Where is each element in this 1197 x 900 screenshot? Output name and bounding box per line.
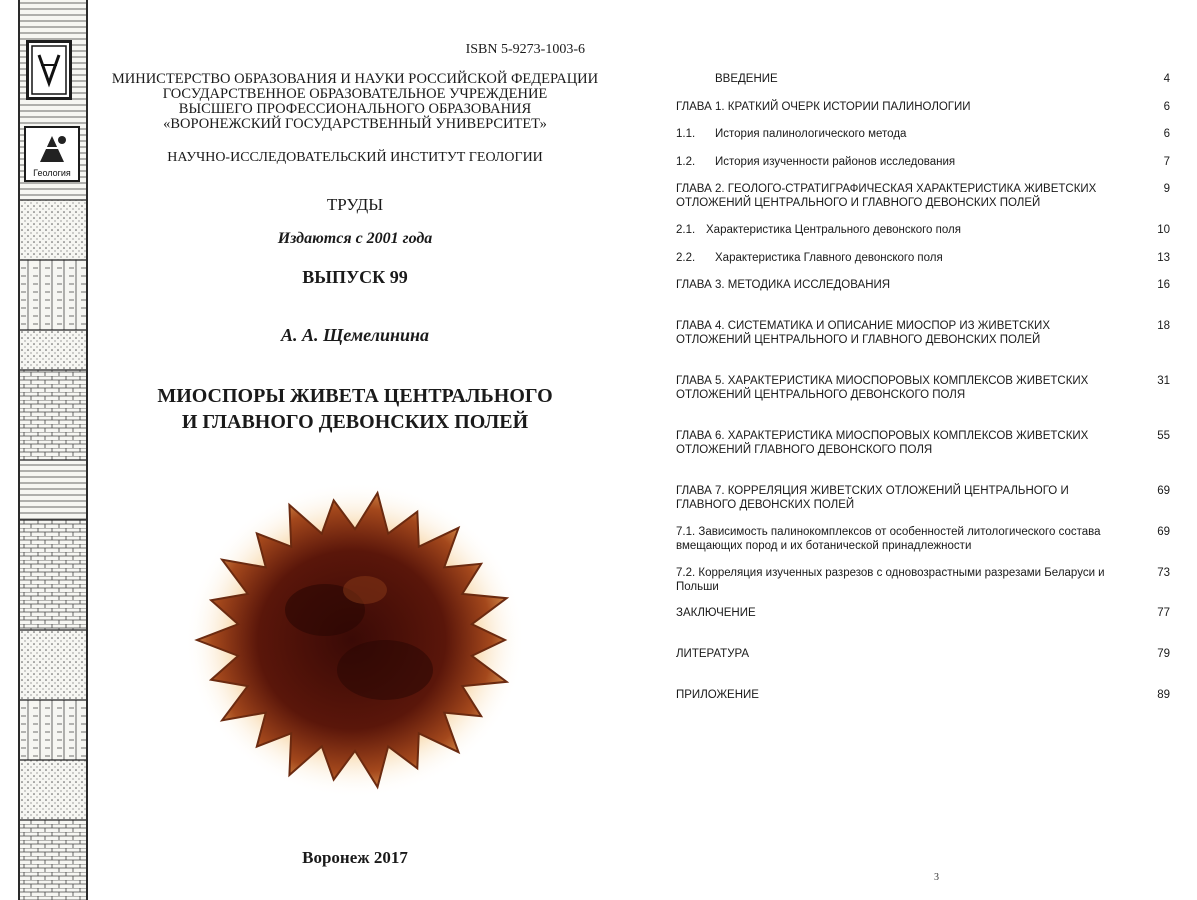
book-title (95, 383, 615, 435)
toc-title: ГЛАВА 6. ХАРАКТЕРИСТИКА МИОСПОРОВЫХ КОМПЛЕКСОВ ЖИВЕТСКИХ ОТЛОЖЕНИЙ ГЛАВНОГО ДЕВОНСКОГО ПОЛЯ (676, 430, 1089, 456)
toc-title: ГЛАВА 5. ХАРАКТЕРИСТИКА МИОСПОРОВЫХ КОМПЛЕКСОВ ЖИВЕТСКИХ ОТЛОЖЕНИЙ ЦЕНТРАЛЬНОГО ДЕВОНСКОГО ПОЛЯ (676, 375, 1089, 401)
geology-faculty-logo (24, 126, 80, 182)
toc-page: 79 (1157, 648, 1170, 660)
geology-logo-caption: Геология (33, 168, 71, 178)
toc-entry[interactable] (676, 100, 1170, 114)
toc-page: 16 (1157, 279, 1170, 291)
toc-entry[interactable] (676, 72, 1170, 86)
toc-entry[interactable] (676, 688, 1170, 702)
toc-title: ПРИЛОЖЕНИЕ (676, 689, 759, 701)
toc-title: 1.1. История палинологического метода (676, 128, 907, 140)
toc-page: 7 (1163, 156, 1170, 168)
ministry-line: МИНИСТЕРСТВО ОБРАЗОВАНИЯ И НАУКИ РОССИЙСКОЙ ФЕДЕРАЦИИ (111, 71, 599, 87)
toc-entry[interactable] (676, 278, 1170, 292)
ministry-header (95, 72, 615, 132)
toc-title: 7.2. Корреляция изученных разрезов с одновозрастными разрезами Беларуси и Польши (676, 567, 1105, 593)
toc-page: 31 (1157, 375, 1170, 387)
toc-title: ГЛАВА 4. СИСТЕМАТИКА И ОПИСАНИЕ МИОСПОР ИЗ ЖИВЕТСКИХ ОТЛОЖЕНИЙ ЦЕНТРАЛЬНОГО И ГЛАВНОГО ДЕВОНСКИХ ПОЛЕЙ (676, 320, 1050, 346)
toc-title: ВВЕДЕНИЕ (715, 73, 778, 85)
toc-entry[interactable] (676, 155, 1170, 169)
toc-entry[interactable] (676, 606, 1170, 620)
toc-entry[interactable] (676, 429, 1170, 457)
toc-page: 69 (1157, 485, 1170, 497)
book-title-line: МИОСПОРЫ ЖИВЕТА ЦЕНТРАЛЬНОГО (157, 385, 553, 407)
toc-page: 6 (1163, 128, 1170, 140)
toc-page: 89 (1157, 689, 1170, 701)
toc-page: 77 (1157, 607, 1170, 619)
university-logo (26, 40, 72, 100)
toc-title: 7.1. Зависимость палинокомплексов от особенностей литологического состава вмещающих пород и их ботанической принадлежности (676, 526, 1101, 552)
toc-page: 4 (1163, 73, 1170, 85)
city-year: Воронеж 2017 (302, 848, 408, 867)
toc-title: ЛИТЕРАТУРА (676, 648, 750, 660)
series-name: ТРУДЫ (326, 195, 384, 214)
toc-title: ЗАКЛЮЧЕНИЕ (676, 607, 756, 619)
toc-page: 9 (1163, 183, 1170, 195)
ministry-line: ВЫСШЕГО ПРОФЕССИОНАЛЬНОГО ОБРАЗОВАНИЯ (178, 101, 532, 117)
toc-page: 69 (1157, 526, 1170, 538)
institute-name: НАУЧНО-ИССЛЕДОВАТЕЛЬСКИЙ ИНСТИТУТ ГЕОЛОГИИ (167, 150, 543, 165)
toc-page: 18 (1157, 320, 1170, 332)
isbn: ISBN 5-9273-1003-6 (465, 42, 585, 57)
page-number: 3 (934, 872, 939, 883)
toc-entry[interactable] (676, 484, 1170, 512)
title-page (95, 0, 615, 900)
toc-title: 2.2. Характеристика Главного девонского поля (676, 252, 943, 264)
miospore-image (175, 470, 535, 815)
toc-entry[interactable] (676, 223, 1170, 237)
toc-title: ГЛАВА 3. МЕТОДИКА ИССЛЕДОВАНИЯ (676, 279, 891, 291)
book-title-line: И ГЛАВНОГО ДЕВОНСКИХ ПОЛЕЙ (181, 411, 529, 433)
toc-entry[interactable] (676, 374, 1170, 402)
toc-entry[interactable] (676, 647, 1170, 661)
ministry-line: ГОСУДАРСТВЕННОЕ ОБРАЗОВАТЕЛЬНОЕ УЧРЕЖДЕНИЕ (162, 86, 548, 102)
issue-number: ВЫПУСК 99 (302, 267, 408, 287)
toc-page: 6 (1163, 101, 1170, 113)
toc-entry[interactable] (676, 319, 1170, 347)
table-of-contents (676, 0, 1176, 900)
toc-title: 2.1. Характеристика Центрального девонского поля (676, 224, 961, 236)
toc-entry[interactable] (676, 566, 1170, 594)
toc-title: ГЛАВА 2. ГЕОЛОГО-СТРАТИГРАФИЧЕСКАЯ ХАРАКТЕРИСТИКА ЖИВЕТСКИХ ОТЛОЖЕНИЙ ЦЕНТРАЛЬНОГО И ГЛАВНОГО ДЕВОНСКИХ ПОЛЕЙ (676, 183, 1097, 209)
toc-title: ГЛАВА 1. КРАТКИЙ ОЧЕРК ИСТОРИИ ПАЛИНОЛОГИИ (676, 101, 971, 113)
toc-entry[interactable] (676, 182, 1170, 210)
toc-entry[interactable] (676, 127, 1170, 141)
toc-title: 1.2. История изученности районов исследования (676, 156, 956, 168)
toc-page: 13 (1157, 252, 1170, 264)
toc-page: 55 (1157, 430, 1170, 442)
toc-entry[interactable] (676, 251, 1170, 265)
toc-title: ГЛАВА 7. КОРРЕЛЯЦИЯ ЖИВЕТСКИХ ОТЛОЖЕНИЙ ЦЕНТРАЛЬНОГО И ГЛАВНОГО ДЕВОНСКИХ ПОЛЕЙ (676, 485, 1069, 511)
toc-entry[interactable] (676, 525, 1170, 553)
author-name: А. А. Щемелинина (281, 325, 429, 345)
toc-page: 73 (1157, 567, 1170, 579)
ministry-line: «ВОРОНЕЖСКИЙ ГОСУДАРСТВЕННЫЙ УНИВЕРСИТЕТ» (163, 116, 547, 132)
series-since: Издаются с 2001 года (277, 230, 433, 247)
toc-page: 10 (1157, 224, 1170, 236)
